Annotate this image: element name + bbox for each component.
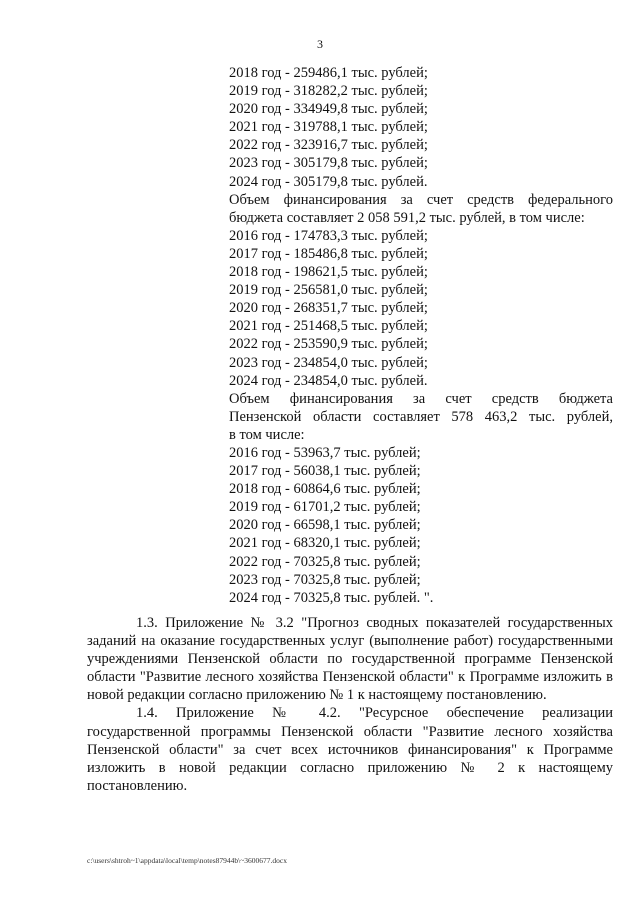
- federal-funding-line: 2019 год - 256581,0 тыс. рублей;: [229, 282, 428, 299]
- federal-funding-line: 2023 год - 234854,0 тыс. рублей;: [229, 354, 428, 371]
- regional-funding-line: 2023 год - 70325,8 тыс. рублей;: [229, 571, 421, 588]
- funding-line: 2022 год - 323916,7 тыс. рублей;: [229, 137, 428, 154]
- federal-funding-line: 2024 год - 234854,0 тыс. рублей.: [229, 372, 428, 389]
- amendment-paragraphs: [87, 614, 613, 795]
- federal-funding-line: 2016 год - 174783,3 тыс. рублей;: [229, 227, 428, 244]
- regional-funding-line: 2017 год - 56038,1 тыс. рублей;: [229, 463, 421, 480]
- funding-line: 2019 год - 318282,2 тыс. рублей;: [229, 83, 428, 100]
- federal-funding-intro-line-1: Объем финансирования за счет средств федерального: [229, 191, 613, 208]
- funding-line: 2021 год - 319788,1 тыс. рублей;: [229, 119, 428, 136]
- regional-funding-line: 2020 год - 66598,1 тыс. рублей;: [229, 517, 421, 534]
- regional-funding-intro-line-1: Объем финансирования за счет средств бюджета: [229, 390, 613, 407]
- federal-funding-intro-line-2: бюджета составляет 2 058 591,2 тыс. рублей, в том числе:: [229, 209, 585, 226]
- page-number: 3: [317, 37, 323, 51]
- federal-funding-line: 2018 год - 198621,5 тыс. рублей;: [229, 264, 428, 281]
- document-file-path: c:\users\shtroh~1\appdata\local\temp\notes87944b\~3600677.docx: [87, 856, 287, 865]
- regional-funding-line: 2019 год - 61701,2 тыс. рублей;: [229, 499, 421, 516]
- regional-funding-line: 2021 год - 68320,1 тыс. рублей;: [229, 535, 421, 552]
- funding-line: 2024 год - 305179,8 тыс. рублей.: [229, 173, 428, 190]
- federal-funding-line: 2022 год - 253590,9 тыс. рублей;: [229, 336, 428, 353]
- funding-line: 2023 год - 305179,8 тыс. рублей;: [229, 155, 428, 172]
- funding-block-total-tail: [229, 64, 613, 607]
- federal-funding-line: 2017 год - 185486,8 тыс. рублей;: [229, 245, 428, 262]
- regional-funding-intro-line-2: Пензенской области составляет 578 463,2 тыс. рублей,: [229, 408, 613, 425]
- funding-line: 2020 год - 334949,8 тыс. рублей;: [229, 101, 428, 118]
- regional-funding-line: 2022 год - 70325,8 тыс. рублей;: [229, 553, 421, 570]
- regional-funding-line: 2024 год - 70325,8 тыс. рублей. ".: [229, 589, 434, 606]
- funding-line: 2018 год - 259486,1 тыс. рублей;: [229, 65, 428, 81]
- regional-funding-line: 2016 год - 53963,7 тыс. рублей;: [229, 444, 421, 461]
- paragraph-1-4: 1.4. Приложение № 4.2. "Ресурсное обеспечение реализации государственной программы Пензенской области "Развитие лесного хозяйства Пензенской области" за счет всех источников финансирования" к Программе изложить в новой редакции согласно приложению № 2 к настоящему постановлению.: [87, 705, 613, 794]
- regional-funding-line: 2018 год - 60864,6 тыс. рублей;: [229, 481, 421, 498]
- regional-funding-intro-line-3: в том числе:: [229, 426, 305, 443]
- paragraph-1-3: 1.3. Приложение № 3.2 "Прогноз сводных показателей государственных заданий на оказание государственных услуг (выполнение работ) государственными учреждениями Пензенской области по государственной программе Пензенской области "Развитие лесного хозяйства Пензенской области" к Программе изложить в новой редакции согласно приложению № 1 к настоящему постановлению.: [87, 615, 613, 704]
- federal-funding-line: 2020 год - 268351,7 тыс. рублей;: [229, 300, 428, 317]
- federal-funding-line: 2021 год - 251468,5 тыс. рублей;: [229, 318, 428, 335]
